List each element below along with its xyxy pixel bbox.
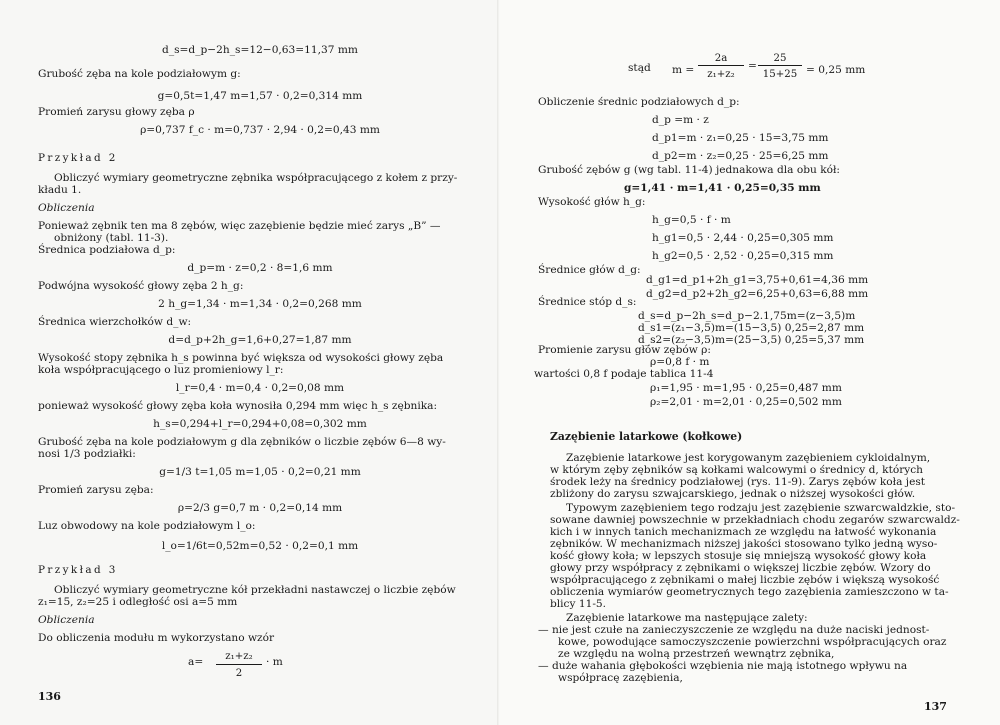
text-line: środek leży na średnicy podziałowej (rys. 11-9). Zarys zębów koła jest	[550, 476, 926, 488]
formula-line: h_g1=0,5 · 2,44 · 0,25=0,305 mm	[652, 232, 834, 244]
fraction-bar	[216, 664, 262, 665]
formula-lhs: a=	[188, 656, 204, 668]
formula-lhs: m =	[672, 64, 695, 76]
formula-line: d_p1=m · z₁=0,25 · 15=3,75 mm	[652, 132, 829, 144]
formula-line: d_s1=(z₁−3,5)m=(15−3,5) 0,25=2,87 mm	[638, 322, 865, 334]
fraction-denominator: z₁+z₂	[707, 69, 735, 80]
formula-line: d_s=d_p−2h_s=d_p−2.1,75m=(z−3,5)m	[638, 310, 856, 322]
formula-line: d_s=d_p−2h_s=12−0,63=11,37 mm	[162, 44, 358, 56]
text-line: z₁=15, z₂=25 i odległość osi a=5 mm	[38, 596, 238, 608]
text-line: blicy 11-5.	[550, 598, 607, 610]
text-line: koła współpracującego o luz promieniowy l_r:	[38, 364, 284, 376]
formula-line: ρ₂=2,01 · m=2,01 · 0,25=0,502 mm	[650, 396, 842, 408]
text-line: Grubość zęba na kole podziałowym g:	[38, 68, 241, 80]
formula-line: h_s=0,294+l_r=0,294+0,08=0,302 mm	[153, 418, 367, 430]
right-page	[500, 0, 1000, 725]
formula-line: ρ=2/3 g=0,7 m · 0,2=0,14 mm	[177, 502, 343, 514]
example-heading: Przykład 3	[38, 564, 118, 576]
subheading-calculations: Obliczenia	[38, 614, 95, 626]
list-item: — nie jest czułe na zanieczyszczenie ze względu na duże naciski jednost-	[538, 624, 930, 636]
formula-line: g=1/3 t=1,05 m=1,05 · 0,2=0,21 mm	[159, 466, 361, 478]
formula-line: ρ₁=1,95 · m=1,95 · 0,25=0,487 mm	[650, 382, 842, 394]
text-line: kość głowy koła; w lepszych stosuje się mniejszą wysokość głowy koła	[550, 550, 927, 562]
fraction-numerator: 25	[773, 53, 787, 64]
text-line: Średnice stóp d_s:	[538, 296, 637, 308]
text-line: Promienie zarysu głów zębów ρ:	[538, 344, 711, 356]
text-line: kowe, powodujące samoczyszczenie powierzchni współpracujących oraz	[558, 636, 947, 648]
formula-rhs: = 0,25 mm	[806, 64, 866, 76]
text-line: Obliczenie średnic podziałowych d_p:	[538, 96, 740, 108]
text-line: Typowym zazębieniem tego rodzaju jest zazębienie szwarcwaldzkie, sto-	[566, 502, 956, 514]
formula-lead: stąd	[628, 62, 651, 74]
text-line: Obliczyć wymiary geometryczne zębnika współpracującego z kołem z przy-	[54, 172, 458, 184]
text-line: Średnice głów d_g:	[538, 264, 641, 276]
text-line: Promień zarysu zęba:	[38, 484, 154, 496]
formula-equals: =	[748, 60, 757, 72]
formula-line: d=d_p+2h_g=1,6+0,27=1,87 mm	[168, 334, 352, 346]
text-line: zębników. W mechanizmach niższej jakości stosowano tylko jedną wyso-	[550, 538, 938, 550]
formula-line: l_r=0,4 · m=0,4 · 0,2=0,08 mm	[175, 382, 345, 394]
formula-line: d_g2=d_p2+2h_g2=6,25+0,63=6,88 mm	[646, 288, 869, 300]
fraction-denominator: 2	[235, 668, 243, 679]
formula-line: h_g2=0,5 · 2,52 · 0,25=0,315 mm	[652, 250, 834, 262]
text-line: Zazębienie latarkowe ma następujące zalety:	[566, 612, 808, 624]
text-line: kich i w innych tanich mechanizmach ze względu na łatwość wykonania	[550, 526, 937, 538]
formula-line: d_p =m · z	[652, 114, 709, 126]
text-line: współpracę zazębienia,	[558, 672, 683, 684]
text-line: sowane dawniej powszechnie w przekładniach chodu zegarów szwarcwaldz-	[550, 514, 960, 526]
text-line: zbliżony do zarysu szwajcarskiego, jednak o niższej wysokości głów.	[550, 488, 916, 500]
text-line: Luz obwodowy na kole podziałowym l_o:	[38, 520, 256, 532]
text-line: w którym zęby zębników są kołkami walcowymi o średnicy d, których	[550, 464, 924, 476]
formula-line: d_s2=(z₂−3,5)m=(25−3,5) 0,25=5,37 mm	[638, 334, 865, 346]
formula-line: l_o=1/6t=0,52m=0,52 · 0,2=0,1 mm	[161, 540, 359, 552]
subheading-calculations: Obliczenia	[38, 202, 95, 214]
text-line: Do obliczenia modułu m wykorzystano wzór	[38, 632, 275, 644]
text-line: Grubość zęba na kole podziałowym g dla zębników o liczbie zębów 6—8 wy-	[38, 436, 446, 448]
text-line: wartości 0,8 f podaje tablica 11-4	[534, 368, 714, 380]
text-line: głowy przy współpracy z zębnikami o większej liczbie zębów. Wzory do	[550, 562, 931, 574]
text-line: obliczenia wymiarów geometrycznych tego zazębienia zamieszczono w ta-	[550, 586, 949, 598]
page-number: 136	[38, 690, 61, 703]
formula-line: h_g=0,5 · f · m	[652, 214, 731, 226]
text-line: Średnica podziałowa d_p:	[38, 244, 176, 256]
text-line: Obliczyć wymiary geometryczne kół przekładni nastawczej o liczbie zębów	[54, 584, 456, 596]
formula-line: d_p=m · z=0,2 · 8=1,6 mm	[187, 262, 333, 274]
text-line: Ponieważ zębnik ten ma 8 zębów, więc zazębienie będzie mieć zarys „B” —	[38, 220, 441, 232]
text-line: Grubość zębów g (wg tabl. 11-4) jednakowa dla obu kół:	[538, 164, 840, 176]
formula-line: g=0,5t=1,47 m=1,57 · 0,2=0,314 mm	[157, 90, 363, 102]
formula-line: ρ=0,8 f · m	[650, 356, 710, 368]
fraction-numerator: 2a	[714, 53, 728, 64]
text-line: współpracującego z zębnikami o małej liczbie zębów i większą wysokość	[550, 574, 940, 586]
text-line: obniżony (tabl. 11-3).	[54, 232, 169, 244]
text-line: kładu 1.	[38, 184, 82, 196]
fraction-bar	[698, 65, 744, 66]
formula-line: 2 h_g=1,34 · m=1,34 · 0,2=0,268 mm	[158, 298, 362, 310]
formula-line: d_p2=m · z₂=0,25 · 25=6,25 mm	[652, 150, 829, 162]
fraction-bar	[758, 65, 802, 66]
fraction-denominator: 15+25	[762, 69, 798, 80]
text-line: Wysokość stopy zębnika h_s powinna być większa od wysokości głowy zęba	[38, 352, 444, 364]
text-line: Wysokość głów h_g:	[538, 196, 646, 208]
text-line: Średnica wierzchołków d_w:	[38, 316, 192, 328]
formula-rhs: · m	[266, 656, 283, 668]
text-line: ze względu na wolną przestrzeń wewnątrz zębnika,	[558, 648, 835, 660]
list-item: — duże wahania głębokości wzębienia nie mają istotnego wpływu na	[538, 660, 908, 672]
formula-line: g=1,41 · m=1,41 · 0,25=0,35 mm	[624, 182, 821, 194]
fraction-numerator: z₁+z₂	[225, 651, 253, 662]
example-heading: Przykład 2	[38, 152, 118, 164]
section-heading: Zazębienie latarkowe (kołkowe)	[550, 430, 743, 443]
text-line: ponieważ wysokość głowy zęba koła wynosiła 0,294 mm więc h_s zębnika:	[38, 400, 438, 412]
page-number: 137	[924, 700, 947, 713]
formula-line: ρ=0,737 f_c · m=0,737 · 2,94 · 0,2=0,43 mm	[140, 124, 380, 136]
text-line: nosi 1/3 podziałki:	[38, 448, 136, 460]
text-line: Zazębienie latarkowe jest korygowanym zazębieniem cykloidalnym,	[566, 452, 931, 464]
text-line: Podwójna wysokość głowy zęba 2 h_g:	[38, 280, 244, 292]
formula-line: d_g1=d_p1+2h_g1=3,75+0,61=4,36 mm	[646, 274, 869, 286]
text-line: Promień zarysu głowy zęba ρ	[38, 106, 195, 118]
